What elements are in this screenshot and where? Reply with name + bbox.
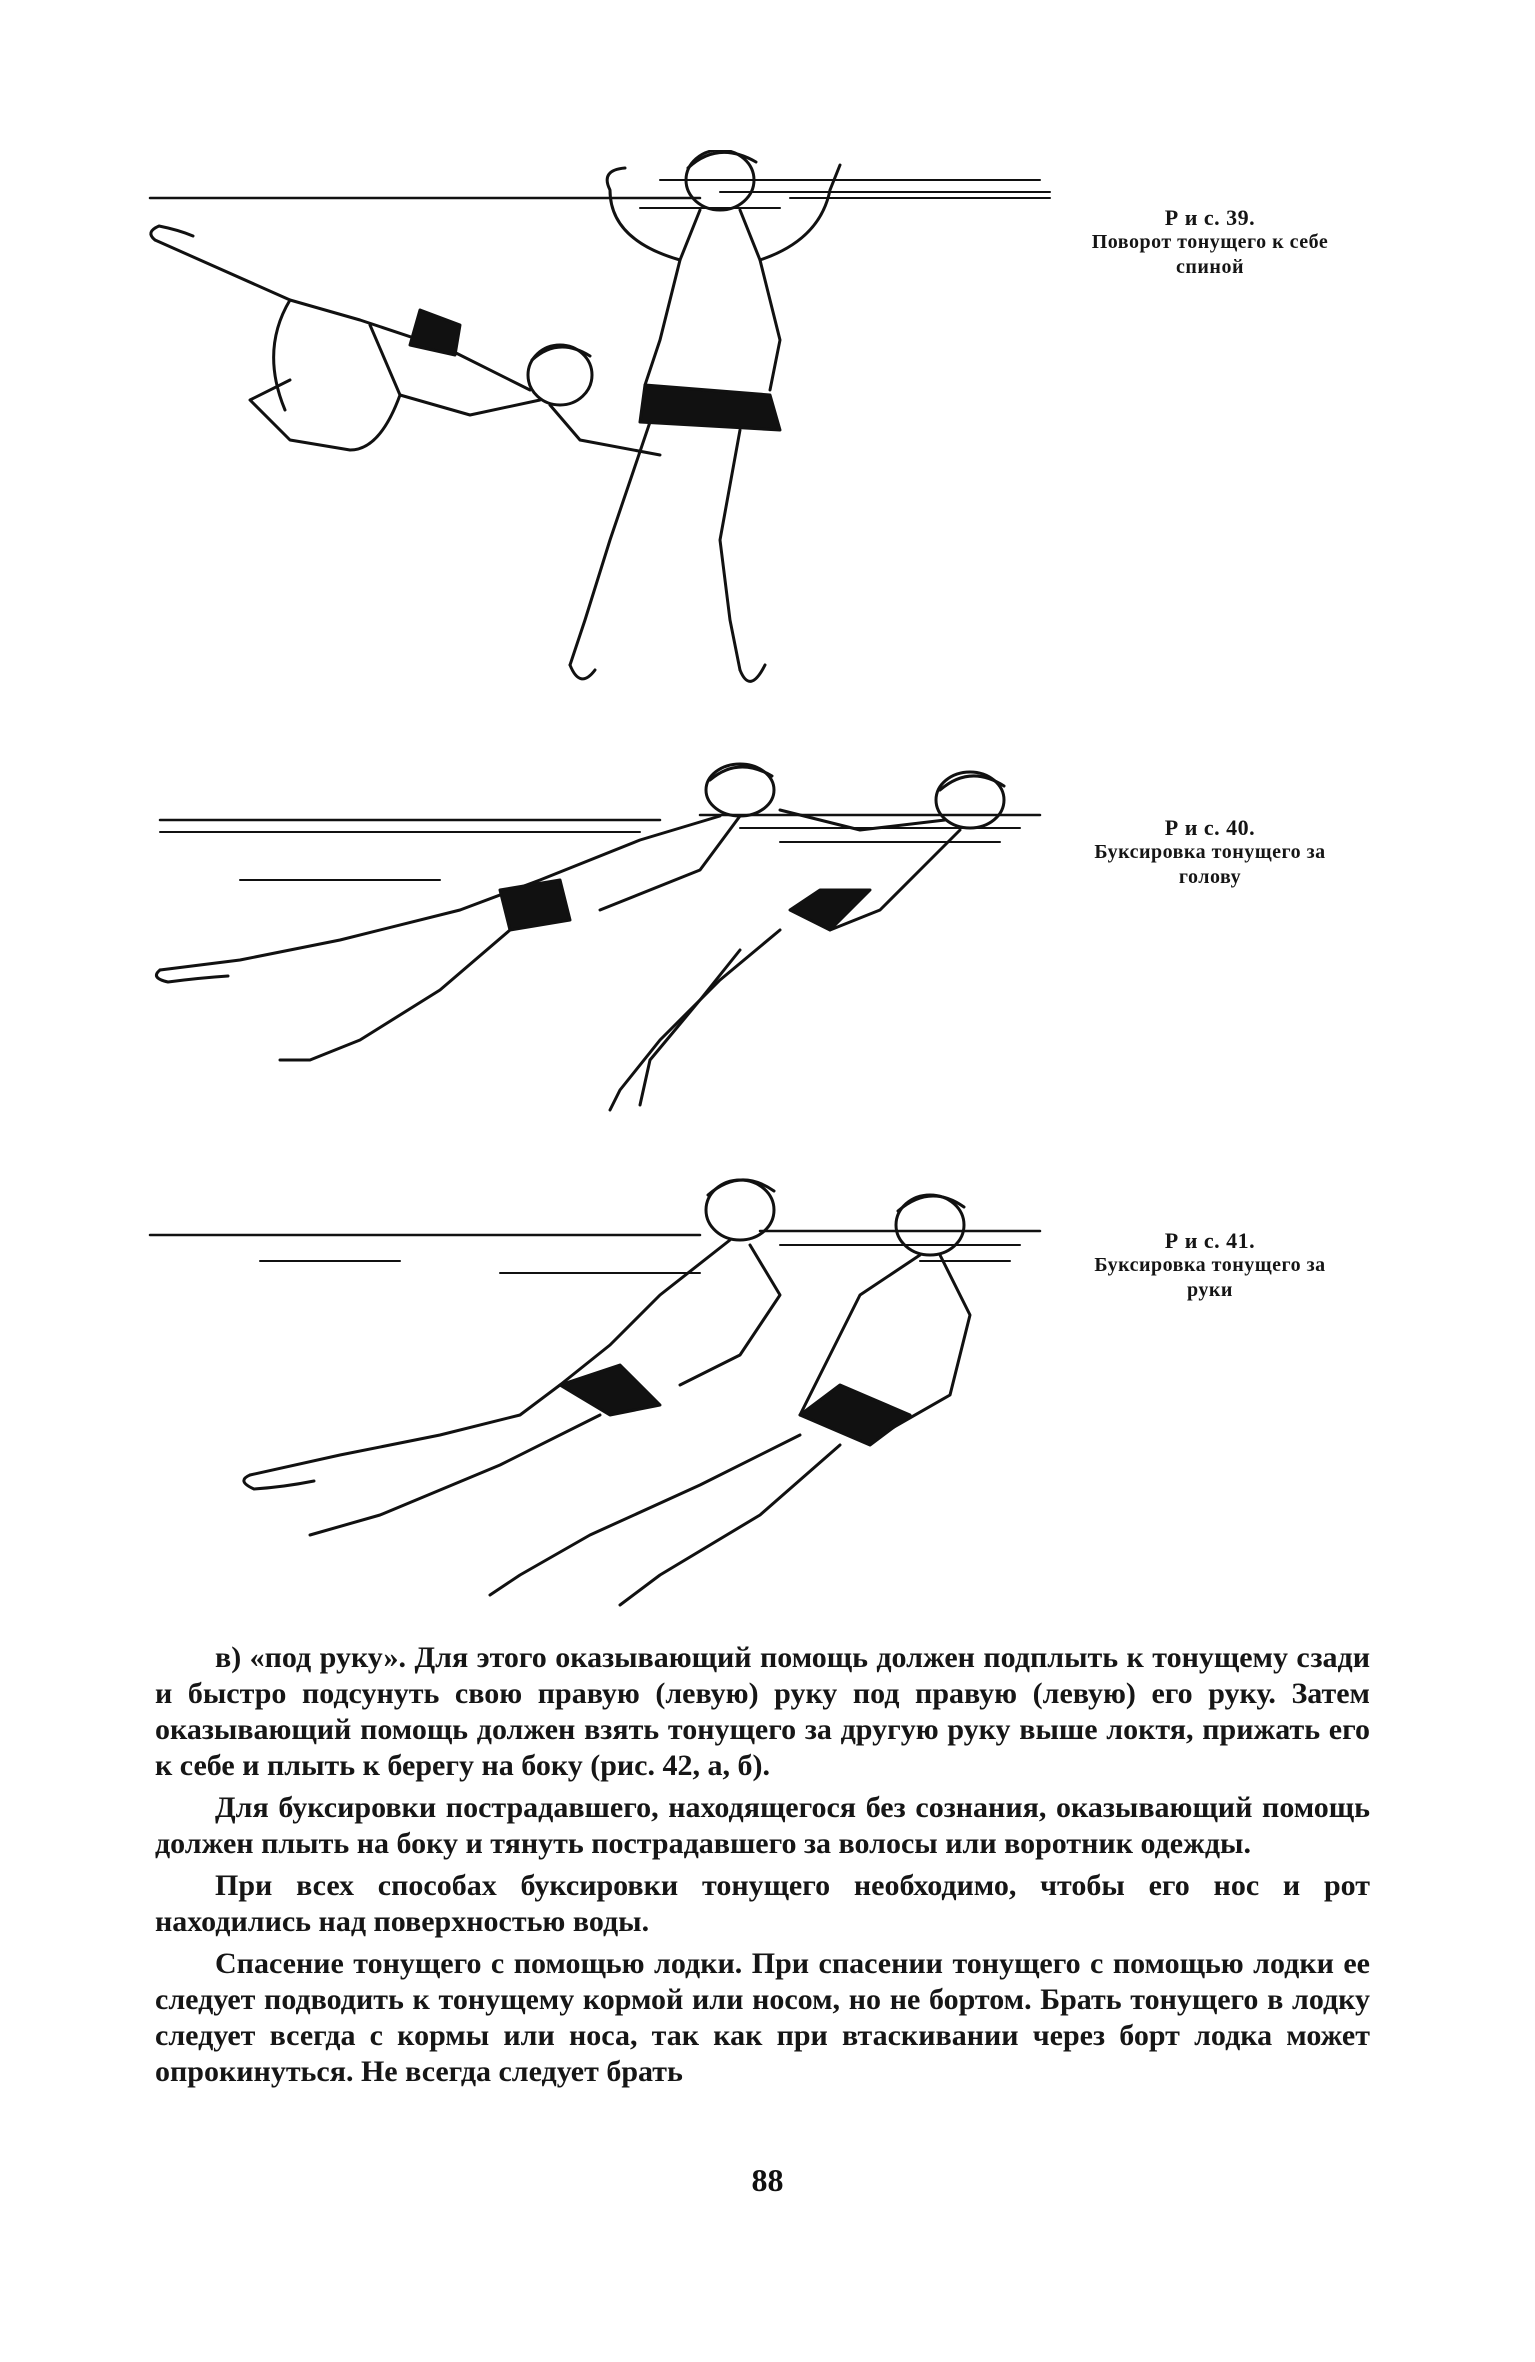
paragraph-under-arm: в) «под руку». Для этого оказывающий помощь должен подплыть к тонущему сзади и быстро подсунуть свою правую (левую) руку под правую (левую) его руку. Затем оказывающий помощь должен взять тонущего за другую руку выше локтя, прижать его к себе и плыть к берегу на боку (рис. 42, а, б). <box>155 1641 1370 1782</box>
figure-40-caption <box>1090 815 1330 890</box>
page-number: 88 <box>751 2162 784 2198</box>
paragraph-boat-rescue <box>155 1946 1370 2090</box>
figure-40-title: Буксировка тонущего за голову <box>1094 841 1326 888</box>
figure-39-caption <box>1090 205 1330 280</box>
figure-39-number: Р и с. 39. <box>1164 205 1256 230</box>
paragraph-nose-mouth: При всех способах буксировки тонущего необходимо, чтобы его нос и рот находились над поверхностью воды. <box>155 1869 1370 1938</box>
figure-39 <box>140 150 1090 720</box>
towing-by-head-icon <box>140 760 1090 1130</box>
figure-41-title: Буксировка тонущего за руки <box>1094 1254 1326 1301</box>
figure-41 <box>140 1155 1090 1635</box>
boat-rescue-text: При спасении тонущего с помощью лодки ее следует подводить к тонущему кормой или носом, но не бортом. Брать тонущего в лодку следует всегда с кормы или носа, так как при втаскивании через борт лодка может опрокинуться. Не всегда следует брать <box>155 1947 1370 2088</box>
towing-by-arms-icon <box>140 1155 1090 1635</box>
rescuer-turning-drowning-person-back-icon <box>140 150 1090 720</box>
figure-40 <box>140 760 1090 1130</box>
boat-rescue-heading: Спасение тонущего с помощью лодки. <box>215 1947 743 1980</box>
figure-39-title: Поворот тонущего к себе спиной <box>1091 231 1329 278</box>
figure-41-number: Р и с. 41. <box>1164 1228 1256 1253</box>
figure-41-caption <box>1090 1228 1330 1303</box>
body-text <box>155 1640 1370 2096</box>
figure-40-number: Р и с. 40. <box>1164 815 1256 840</box>
paragraph-unconscious-towing: Для буксировки пострадавшего, находящегося без сознания, оказывающий помощь должен плыть на боку и тянуть пострадавшего за волосы или воротник одежды. <box>155 1791 1370 1860</box>
